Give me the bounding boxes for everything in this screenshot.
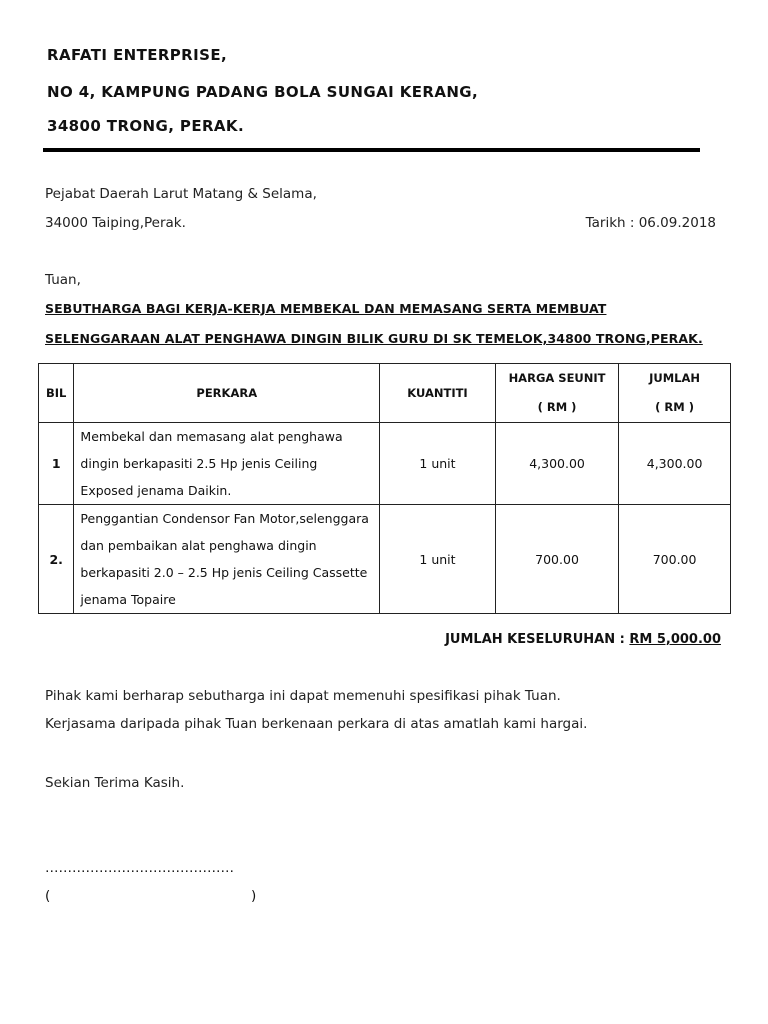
row-kuantiti: 1 unit [380,505,496,614]
table-row [39,423,731,505]
grand-total [445,632,721,647]
sender-address-line1: NO 4, KAMPUNG PADANG BOLA SUNGAI KERANG, [47,83,479,101]
body-line2: Kerjasama daripada pihak Tuan berkenaan perkara di atas amatlah kami hargai. [45,716,588,732]
row-jumlah: 700.00 [619,505,731,614]
body-line1: Pihak kami berharap sebutharga ini dapat memenuhi spesifikasi pihak Tuan. [45,688,561,704]
row-kuantiti: 1 unit [380,423,496,505]
row-jumlah: 4,300.00 [619,423,731,505]
recipient-line2: 34000 Taiping,Perak. [45,215,186,231]
header-harga-label: HARGA SEUNIT [508,371,606,385]
recipient-line1: Pejabat Daerah Larut Matang & Selama, [45,186,317,202]
table-row [39,505,731,614]
salutation: Tuan, [45,272,81,288]
row-harga: 4,300.00 [495,423,618,505]
header-jumlah-label: JUMLAH [649,371,701,385]
header-harga-unit: ( RM ) [537,400,577,414]
subject-line1: SEBUTHARGA BAGI KERJA-KERJA MEMBEKAL DAN MEMASANG SERTA MEMBUAT [45,301,607,316]
table-header-row [39,364,731,423]
signature-name-open: ( [45,888,51,904]
quotation-table [38,363,731,614]
row-perkara: Penggantian Condensor Fan Motor,selenggara dan pembaikan alat penghawa dingin berkapasiti 2.0 – 2.5 Hp jenis Ceiling Cassette jenama Topaire [74,505,380,614]
row-perkara: Membekal dan memasang alat penghawa dingin berkapasiti 2.5 Hp jenis Ceiling Exposed jenama Daikin. [74,423,380,505]
closing-text: Sekian Terima Kasih. [45,775,185,791]
row-bil: 2. [39,505,74,614]
header-jumlah [619,364,731,423]
sender-name: RAFATI ENTERPRISE, [47,46,228,64]
sender-address-line2: 34800 TRONG, PERAK. [47,117,245,135]
row-bil: 1 [39,423,74,505]
header-harga [495,364,618,423]
header-jumlah-unit: ( RM ) [655,400,694,414]
header-kuantiti: KUANTITI [380,364,496,423]
header-bil: BIL [39,364,74,423]
grand-total-amount: RM 5,000.00 [629,632,721,647]
signature-line: …………………………………… [45,860,234,876]
signature-name-close: ) [251,888,257,904]
header-perkara: PERKARA [74,364,380,423]
grand-total-label: JUMLAH KESELURUHAN : [445,632,625,647]
row-harga: 700.00 [495,505,618,614]
subject-line2: SELENGGARAAN ALAT PENGHAWA DINGIN BILIK GURU DI SK TEMELOK,34800 TRONG,PERAK. [45,331,703,346]
header-divider [43,148,700,152]
letter-date: Tarikh : 06.09.2018 [585,215,716,231]
